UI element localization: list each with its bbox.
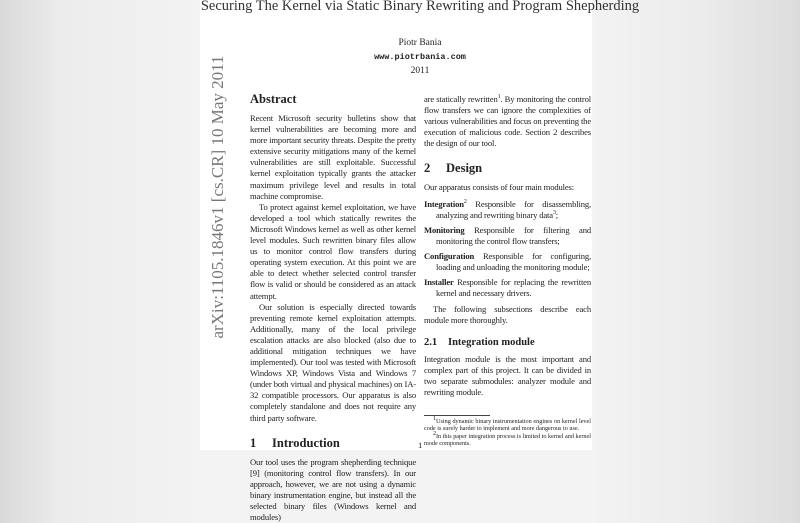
paper-title: Securing The Kernel via Static Binary Rewriting and Program Shepherding bbox=[200, 0, 640, 14]
footnotes bbox=[424, 409, 591, 448]
intro-heading: 1 Introduction bbox=[250, 435, 340, 450]
author-name: Piotr Bania bbox=[398, 38, 442, 48]
following-paragraph: The following subsections describe each module more thoroughly. bbox=[424, 304, 591, 326]
module-item: Installer Responsible for replacing the rewritten kernel and necessary drivers. bbox=[424, 277, 591, 299]
left-column bbox=[250, 92, 416, 523]
intro-paragraph: Our tool uses the program shepherding technique [9] (monitoring control flow transfers). In our approach, however, we are not using a dynamic binary instrumentation engine, but instead all the selected binary files (Windows kernel and modules) bbox=[250, 456, 416, 523]
module-item: Monitoring Responsible for filtering and monitoring the control flow transfers; bbox=[424, 224, 591, 246]
abstract-heading: Abstract bbox=[250, 92, 297, 106]
subsection-paragraph: Integration module is the most important and complex part of this project. It can be divided in two separate submodules: analyzer module and rewriting module. bbox=[424, 353, 591, 397]
arxiv-stamp: arXiv:1105.1846v1 [cs.CR] 10 May 2011 bbox=[208, 55, 227, 339]
design-intro: Our apparatus consists of four main modules: bbox=[424, 182, 574, 193]
module-item: Integration$^2$ Responsible for disassembling, analyzing and rewriting binary data$^3$; bbox=[424, 198, 591, 220]
paper-year: 2011 bbox=[410, 66, 430, 76]
footnote: $^2$In this paper integration process is limited to kernel and kernel mode components. bbox=[424, 430, 591, 448]
module-item: Configuration Responsible for configuring, loading and unloading the monitoring module; bbox=[424, 250, 591, 273]
abstract-paragraph: Our solution is especially directed towards preventing remote kernel exploitation attempts. Additionally, many of the local privilege escalation attacks are also blocked (also due to additional mitigation techniques we have implemented). Our tool was tested with Microsoft Windows XP, Windows Vista and Windows 7 (under both virtual and physical machines) on IA-32 compatible processors. Our apparatus is also completely standalone and does not require any third party software. bbox=[250, 301, 416, 423]
right-column bbox=[424, 94, 591, 448]
footnote: $^1$Using dynamic binary instrumentation engines on kernel level code is surely harder to implement and more dangerous to use. bbox=[424, 415, 591, 433]
page-number: 1 bbox=[418, 440, 423, 450]
subsection-heading: 2.1 Integration module bbox=[424, 336, 535, 348]
design-heading: 2 Design bbox=[424, 161, 483, 176]
continued-paragraph: are statically rewritten$^1$. By monitoring the control flow transfers we can ignore the complexities of various vulnerabilities and focus on preventing the execution of malicious code. Section 2 describes the design of our tool. bbox=[424, 94, 591, 149]
abstract-paragraph: Recent Microsoft security bulletins show that kernel vulnerabilities are becoming more and more important security threats. Despite the pretty extensive security mitigations many of the kernel vulnerabilities are still exploitable. Successful kernel exploitation typically grants the attacker maximum privilege level and results in total machine compromise. bbox=[250, 113, 416, 201]
author-website[interactable]: www.piotrbania.com bbox=[374, 52, 466, 62]
abstract-paragraph: To protect against kernel exploitation, we have developed a tool which statically rewrites the Microsoft Windows kernel as well as other kernel level modules. Such rewritten binary files allow us to monitor control flow transfers during operating system execution. At this point we are able to detect whether selected control transfer flow is valid or should be considered as an attack attempt. bbox=[250, 201, 416, 301]
